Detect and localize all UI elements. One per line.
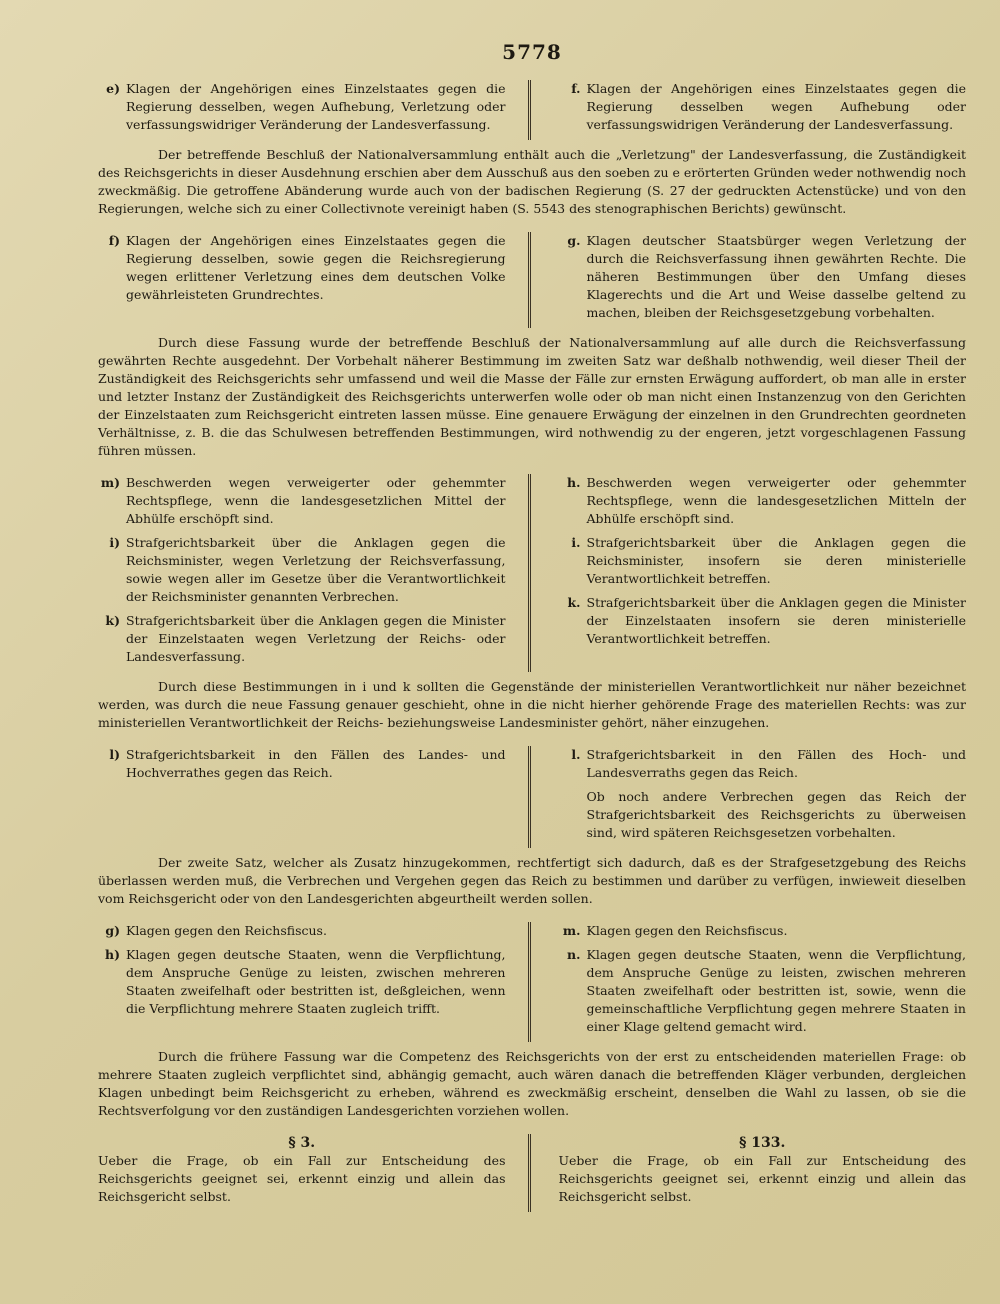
- item-label: n.: [567, 947, 581, 962]
- item-text: Strafgerichtsbarkeit über die Anklagen gegen die Reichsminister, insofern sie deren ministerielle Verantwortlichkeit betreffen.: [586, 535, 966, 586]
- section-text: Ueber die Frage, ob ein Fall zur Entscheidung des Reichsgerichts geeignet sei, erkennt einzig und allein das Reichsgericht selbst.: [98, 1153, 506, 1204]
- item-label: h): [104, 947, 120, 962]
- item-text: Klagen deutscher Staatsbürger wegen Verletzung der durch die Reichsverfassung ihnen gewährten Rechte. Die näheren Bestimmungen über den Umfang dieses Klagerechts und die Art und Weise dasselbe geltend zu machen, bleiben der Reichsgesetzgebung vorbehalten.: [586, 233, 966, 320]
- right-column: [528, 1134, 967, 1212]
- item-text: Strafgerichtsbarkeit in den Fällen des Landes- und Hochverrathes gegen das Reich.: [126, 747, 506, 780]
- item-label: l): [109, 747, 120, 762]
- block-m-i-k: [98, 474, 966, 732]
- commentary-paragraph: Der betreffende Beschluß der Nationalversammlung enthält auch die „Verletzung" der Landesverfassung, die Zuständigkeit des Reichsgerichts in dieser Ausdehnung erschien aber dem Ausschuß aus den soeben zu e erörterten Gründen weder nothwendig noch zweckmäßig. Die getroffene Abänderung wurde auch von der badischen Regierung (S. 27 der gedruckten Actenstücke) und von den Regierungen, welche sich zu einer Collectivnote vereinigt haben (S. 5543 des stenographischen Berichts) gewünscht.: [98, 147, 966, 216]
- block-e: [98, 80, 966, 218]
- section-heading: § 133.: [739, 1135, 786, 1151]
- item-text: Beschwerden wegen verweigerter oder gehemmter Rechtspflege, wenn die landesgesetzlichen Mittel der Abhülfe erschöpft sind.: [126, 475, 506, 526]
- item-text: Klagen gegen deutsche Staaten, wenn die Verpflichtung, dem Anspruche Genüge zu leisten, zwischen mehreren Staaten zweifelhaft oder bestritten ist, sowie, wenn die gemeinschaftliche Verpflichtung gegen mehrere Staaten in einer Klage geltend gemacht wird.: [586, 947, 966, 1034]
- right-column: [528, 922, 967, 1042]
- item-text: Klagen der Angehörigen eines Einzelstaates gegen die Regierung desselben wegen Aufhebung oder verfassungswidrigen Veränderung der Landesverfassung.: [586, 81, 966, 132]
- item-text: Klagen gegen deutsche Staaten, wenn die Verpflichtung, dem Anspruche Genüge zu leisten, zwischen mehreren Staaten zweifelhaft oder bestritten ist, deßgleichen, wenn die Verpflichtung mehrere Staaten zugleich trifft.: [126, 947, 506, 1016]
- item-label: l.: [571, 747, 581, 762]
- final-sections: [98, 1134, 966, 1212]
- section-heading: § 3.: [288, 1135, 316, 1151]
- block-f: [98, 232, 966, 460]
- item-label: k.: [567, 595, 581, 610]
- item-label: i): [109, 535, 120, 550]
- item-text: Klagen der Angehörigen eines Einzelstaates gegen die Regierung desselben, sowie gegen die Reichsregierung wegen erlittener Verletzung eines dem deutschen Volke gewährleisteten Grundrechtes.: [126, 233, 506, 302]
- section-text: Ueber die Frage, ob ein Fall zur Entscheidung des Reichsgerichts geeignet sei, erkennt einzig und allein das Reichsgericht selbst.: [558, 1153, 966, 1204]
- item-label: i.: [571, 535, 581, 550]
- item-label: m): [100, 475, 120, 490]
- item-text: Beschwerden wegen verweigerter oder gehemmter Rechtspflege, wenn die landesgesetzlichen Mitteln der Abhülfe erschöpft sind.: [586, 475, 966, 526]
- item-extra-text: Ob noch andere Verbrechen gegen das Reich der Strafgerichtsbarkeit des Reichsgerichts zu überweisen sind, wird späteren Reichsgesetzen vorbehalten.: [586, 789, 966, 840]
- commentary-paragraph: Durch diese Bestimmungen in i und k sollten die Gegenstände der ministeriellen Verantwortlichkeit nur näher bezeichnet werden, was durch die neue Fassung genauer geschieht, ohne in die nicht hierher gehörende Frage des materiellen Rechts: was zur ministeriellen Verantwortlichkeit der Reichs- beziehungsweise Landesminister gehört, näher einzugehen.: [98, 679, 966, 730]
- page-number: 5778: [502, 40, 562, 64]
- item-text: Klagen gegen den Reichsfiscus.: [586, 923, 788, 938]
- item-label: k): [105, 613, 120, 628]
- item-label: f.: [571, 81, 581, 96]
- item-text: Klagen der Angehörigen eines Einzelstaates gegen die Regierung desselben, wegen Aufhebung, Verletzung oder verfassungswidriger Veränderung der Landesverfassung.: [126, 81, 506, 132]
- commentary-paragraph: Der zweite Satz, welcher als Zusatz hinzugekommen, rechtfertigt sich dadurch, daß es der Strafgesetzgebung des Reichs überlassen werden muß, die Verbrechen und Vergehen gegen das Reich zu bestimmen und darüber zu verfügen, inwieweit dieselben vom Reichsgericht oder von den Landesgerichten abgeurtheilt werden sollen.: [98, 855, 966, 906]
- left-column: [98, 80, 528, 140]
- block-g-h: [98, 922, 966, 1120]
- left-column: [98, 474, 528, 672]
- right-column: [528, 746, 967, 848]
- item-text: Klagen gegen den Reichsfiscus.: [126, 923, 327, 938]
- commentary-paragraph: Durch die frühere Fassung war die Competenz des Reichsgerichts von der erst zu entscheidenden materiellen Frage: ob mehrere Staaten zugleich verpflichtet sind, abhängig gemacht, auch wären danach die betreffenden Kläger verbunden, dergleichen Klagen unbedingt beim Reichsgericht zu erheben, während es zweckmäßig erscheint, denselben die Wahl zu lassen, ob sie die Rechtsverfolgung vor den zuständigen Landesgerichten vorziehen wollen.: [98, 1049, 966, 1118]
- right-column: [528, 474, 967, 672]
- left-column: [98, 746, 528, 848]
- item-label: g.: [567, 233, 581, 248]
- left-column: [98, 232, 528, 328]
- item-text: Strafgerichtsbarkeit über die Anklagen gegen die Reichsminister, wegen Verletzung der Reichsverfassung, sowie wegen aller im Gesetze über die Verantwortlichkeit der Reichsminister genannten Verbrechen.: [126, 535, 506, 604]
- item-label: h.: [567, 475, 581, 490]
- block-l: [98, 746, 966, 908]
- item-text: Strafgerichtsbarkeit in den Fällen des Hoch- und Landesverraths gegen das Reich.: [586, 747, 966, 780]
- item-label: g): [105, 923, 120, 938]
- left-column: [98, 1134, 528, 1212]
- item-label: f): [108, 233, 120, 248]
- right-column: [528, 232, 967, 328]
- item-text: Strafgerichtsbarkeit über die Anklagen gegen die Minister der Einzelstaaten wegen Verletzung der Reichs- oder Landesverfassung.: [126, 613, 506, 664]
- left-column: [98, 922, 528, 1042]
- right-column: [528, 80, 967, 140]
- item-text: Strafgerichtsbarkeit über die Anklagen gegen die Minister der Einzelstaaten insofern sie deren ministerielle Verantwortlichkeit betreffen.: [586, 595, 966, 646]
- item-label: m.: [562, 923, 581, 938]
- item-label: e): [106, 81, 120, 96]
- commentary-paragraph: Durch diese Fassung wurde der betreffende Beschluß der Nationalversammlung auf alle durch die Reichsverfassung gewährten Rechte ausgedehnt. Der Vorbehalt näherer Bestimmung im zweiten Satz war deßhalb nothwendig, weil dieser Theil der Zuständigkeit des Reichsgerichts sehr umfassend und weil die Masse der Fälle zur ernsten Erwägung auffordert, ob man alle in erster und letzter Instanz der Zuständigkeit des Reichsgerichts unterwerfen wolle oder ob man nicht einen Instanzenzug von den Gerichten der Einzelstaaten zum Reichsgericht eintreten lassen müsse. Eine genauere Erwägung der einzelnen in den Grundrechten geordneten Verhältnisse, z. B. die das Schulwesen betreffenden Bestimmungen, wird nothwendig zu der engeren, jetzt vorgeschlagenen Fassung führen müssen.: [98, 335, 966, 458]
